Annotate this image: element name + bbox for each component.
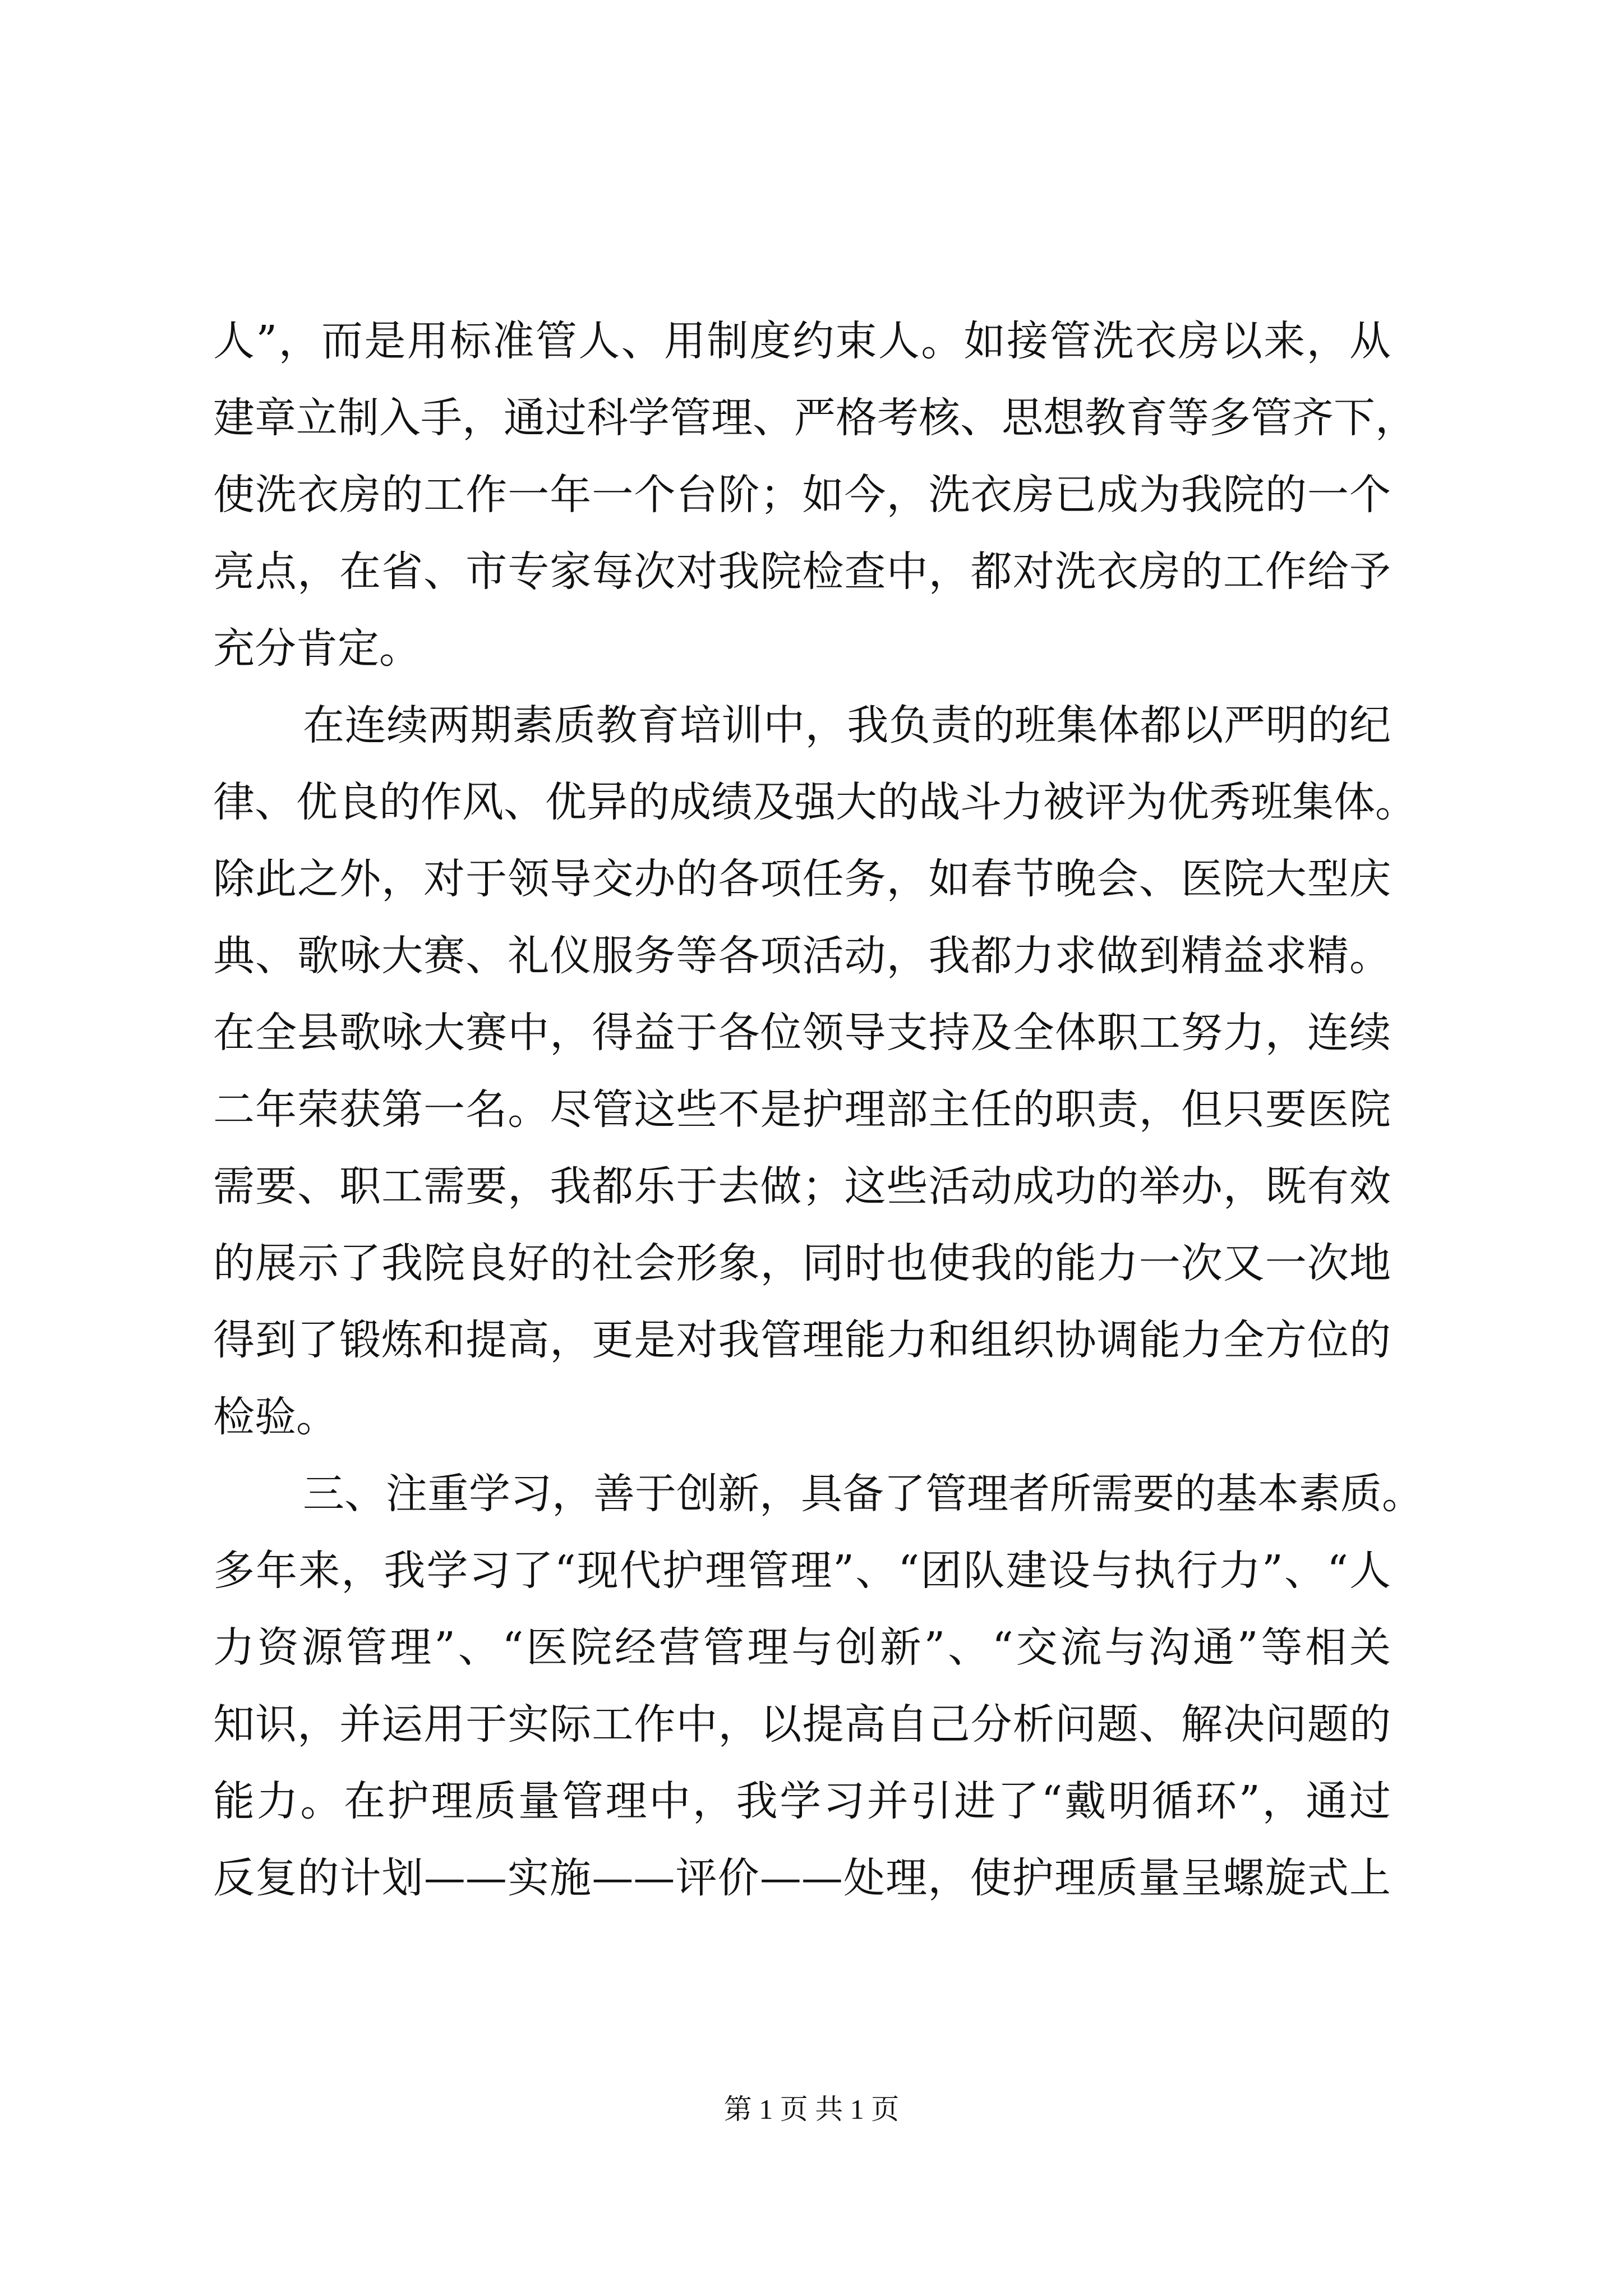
text-line: 得到了锻炼和提高，更是对我管理能力和组织协调能力全方位的: [213, 1316, 1391, 1364]
text-line: 多年来，我学习了“现代护理管理”、“团队建设与执行力”、“人: [213, 1547, 1391, 1595]
text-line: 人”，而是用标准管人、用制度约束人。如接管洗衣房以来，从: [213, 317, 1391, 365]
text-line: 亮点，在省、市专家每次对我院检查中，都对洗衣房的工作给予: [213, 547, 1391, 596]
text-line: 的展示了我院良好的社会形象，同时也使我的能力一次又一次地: [213, 1239, 1391, 1287]
text-line: 二年荣获第一名。尽管这些不是护理部主任的职责，但只要医院: [213, 1085, 1391, 1134]
text-line: 除此之外，对于领导交办的各项任务，如春节晚会、医院大型庆: [213, 855, 1391, 903]
text-line: 知识，并运用于实际工作中，以提高自己分析问题、解决问题的: [213, 1700, 1391, 1749]
page-number-footer: 第 1 页 共 1 页: [723, 2093, 900, 2125]
text-line: 典、歌咏大赛、礼仪服务等各项活动，我都力求做到精益求精。: [213, 932, 1391, 980]
text-line: 检验。: [213, 1393, 338, 1441]
text-line: 充分肯定。: [213, 624, 421, 673]
text-line: 使洗衣房的工作一年一个台阶；如今，洗衣房已成为我院的一个: [213, 471, 1391, 519]
text-line: 反复的计划——实施——评价——处理，使护理质量呈螺旋式上: [213, 1854, 1391, 1902]
text-line: 力资源管理”、“医院经营管理与创新”、“交流与沟通”等相关: [213, 1623, 1391, 1672]
text-line: 能力。在护理质量管理中，我学习并引进了“戴明循环”，通过: [213, 1777, 1391, 1825]
text-line: 律、优良的作风、优异的成绩及强大的战斗力被评为优秀班集体。: [213, 778, 1417, 826]
text-line: 在连续两期素质教育培训中，我负责的班集体都以严明的纪: [303, 701, 1391, 749]
text-line: 需要、职工需要，我都乐于去做；这些活动成功的举办，既有效: [213, 1162, 1391, 1211]
text-line: 在全县歌咏大赛中，得益于各位领导支持及全体职工努力，连续: [213, 1009, 1391, 1057]
text-line: 建章立制入手，通过科学管理、严格考核、思想教育等多管齐下，: [213, 394, 1417, 442]
section-heading-line: 三、注重学习，善于创新，具备了管理者所需要的基本素质。: [303, 1470, 1423, 1518]
document-body: [213, 303, 1423, 1917]
